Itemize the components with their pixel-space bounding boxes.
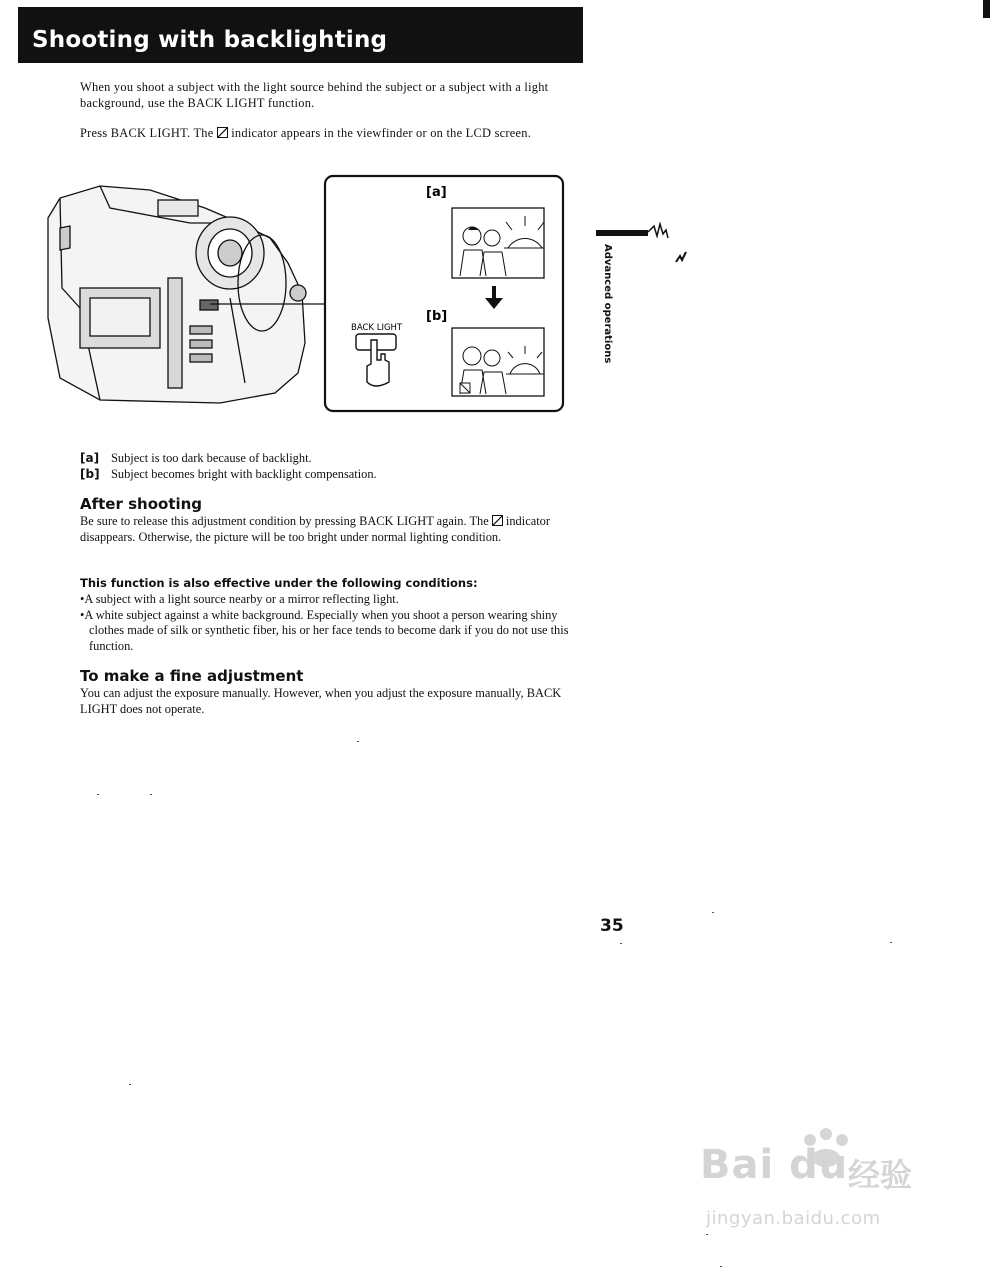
watermark xyxy=(700,1128,940,1238)
caption-tag: [b] xyxy=(80,467,100,481)
section-tab-label: Advanced operations xyxy=(602,244,613,364)
scan-speck xyxy=(712,912,714,913)
figure-captions xyxy=(80,450,377,482)
after-shooting-text-before: Be sure to release this adjustment condition by pressing BACK LIGHT again. The xyxy=(80,514,489,528)
scan-speck xyxy=(150,794,152,795)
list-item-text: A subject with a light source nearby or a mirror reflecting light. xyxy=(84,592,399,606)
caption-text: Subject is too dark because of backlight. xyxy=(111,451,312,465)
side-tab-bar xyxy=(596,230,648,236)
scan-speck xyxy=(357,741,359,742)
scan-speck xyxy=(720,1266,722,1267)
watermark-url: jingyan.baidu.com xyxy=(706,1208,881,1229)
conditions-heading: This function is also effective under the following conditions: xyxy=(80,576,478,590)
watermark-brand: Bai du xyxy=(700,1142,849,1188)
scan-artifact xyxy=(648,222,688,272)
conditions-list xyxy=(80,592,575,654)
press-text-after: indicator appears in the viewfinder or on the LCD screen. xyxy=(231,126,532,140)
scene-b xyxy=(452,328,544,396)
page-title: Shooting with backlighting xyxy=(32,27,388,53)
press-instruction xyxy=(80,126,580,142)
after-shooting-heading: After shooting xyxy=(80,495,203,513)
fine-adjustment-heading: To make a fine adjustment xyxy=(80,667,304,685)
backlight-indicator-icon xyxy=(492,515,503,526)
backlight-indicator-icon xyxy=(217,127,228,138)
figure-label-b: [b] xyxy=(426,309,448,324)
backlight-figure xyxy=(40,168,570,418)
scene-a xyxy=(452,208,544,278)
fine-adjustment-text: You can adjust the exposure manually. However, when you adjust the exposure manually, BACK LIGHT does not operate. xyxy=(80,686,562,716)
press-text-before: Press BACK LIGHT. The xyxy=(80,126,214,140)
list-item-text: A white subject against a white background. Especially when you shoot a person wearing shiny clothes made of silk or synthetic fiber, his or her face tends to become dark if you do not use this function. xyxy=(84,607,569,653)
caption-tag: [a] xyxy=(80,451,100,465)
list-item: •A white subject against a white background. Especially when you shoot a person wearing shiny clothes made of silk or synthetic fiber, his or her face tends to become dark if you do not use this function. xyxy=(80,607,569,653)
after-shooting-text-after: indicator disappears. Otherwise, the picture will be too bright under normal lighting condition. xyxy=(80,514,550,544)
scan-speck xyxy=(620,943,622,944)
title-bar xyxy=(18,7,583,63)
watermark-cn: 经验 xyxy=(848,1156,913,1194)
after-shooting-text xyxy=(80,514,572,545)
page-edge-mark xyxy=(983,0,990,18)
caption-text: Subject becomes bright with backlight compensation. xyxy=(111,467,377,481)
page-number: 35 xyxy=(600,916,624,936)
camcorder-illustration xyxy=(48,186,306,403)
backlight-button-label: BACK LIGHT xyxy=(351,323,403,333)
scan-speck xyxy=(129,1084,131,1085)
list-item: •A subject with a light source nearby or a mirror reflecting light. xyxy=(80,592,399,606)
figure-label-a: [a] xyxy=(426,185,447,200)
scan-speck xyxy=(890,942,892,943)
scan-speck xyxy=(706,1234,708,1235)
scan-speck xyxy=(97,794,99,795)
intro-paragraph: When you shoot a subject with the light source behind the subject or a subject with a light background, use the BACK LIGHT function. xyxy=(80,80,549,110)
caption-row xyxy=(80,450,377,466)
caption-row xyxy=(80,466,377,482)
